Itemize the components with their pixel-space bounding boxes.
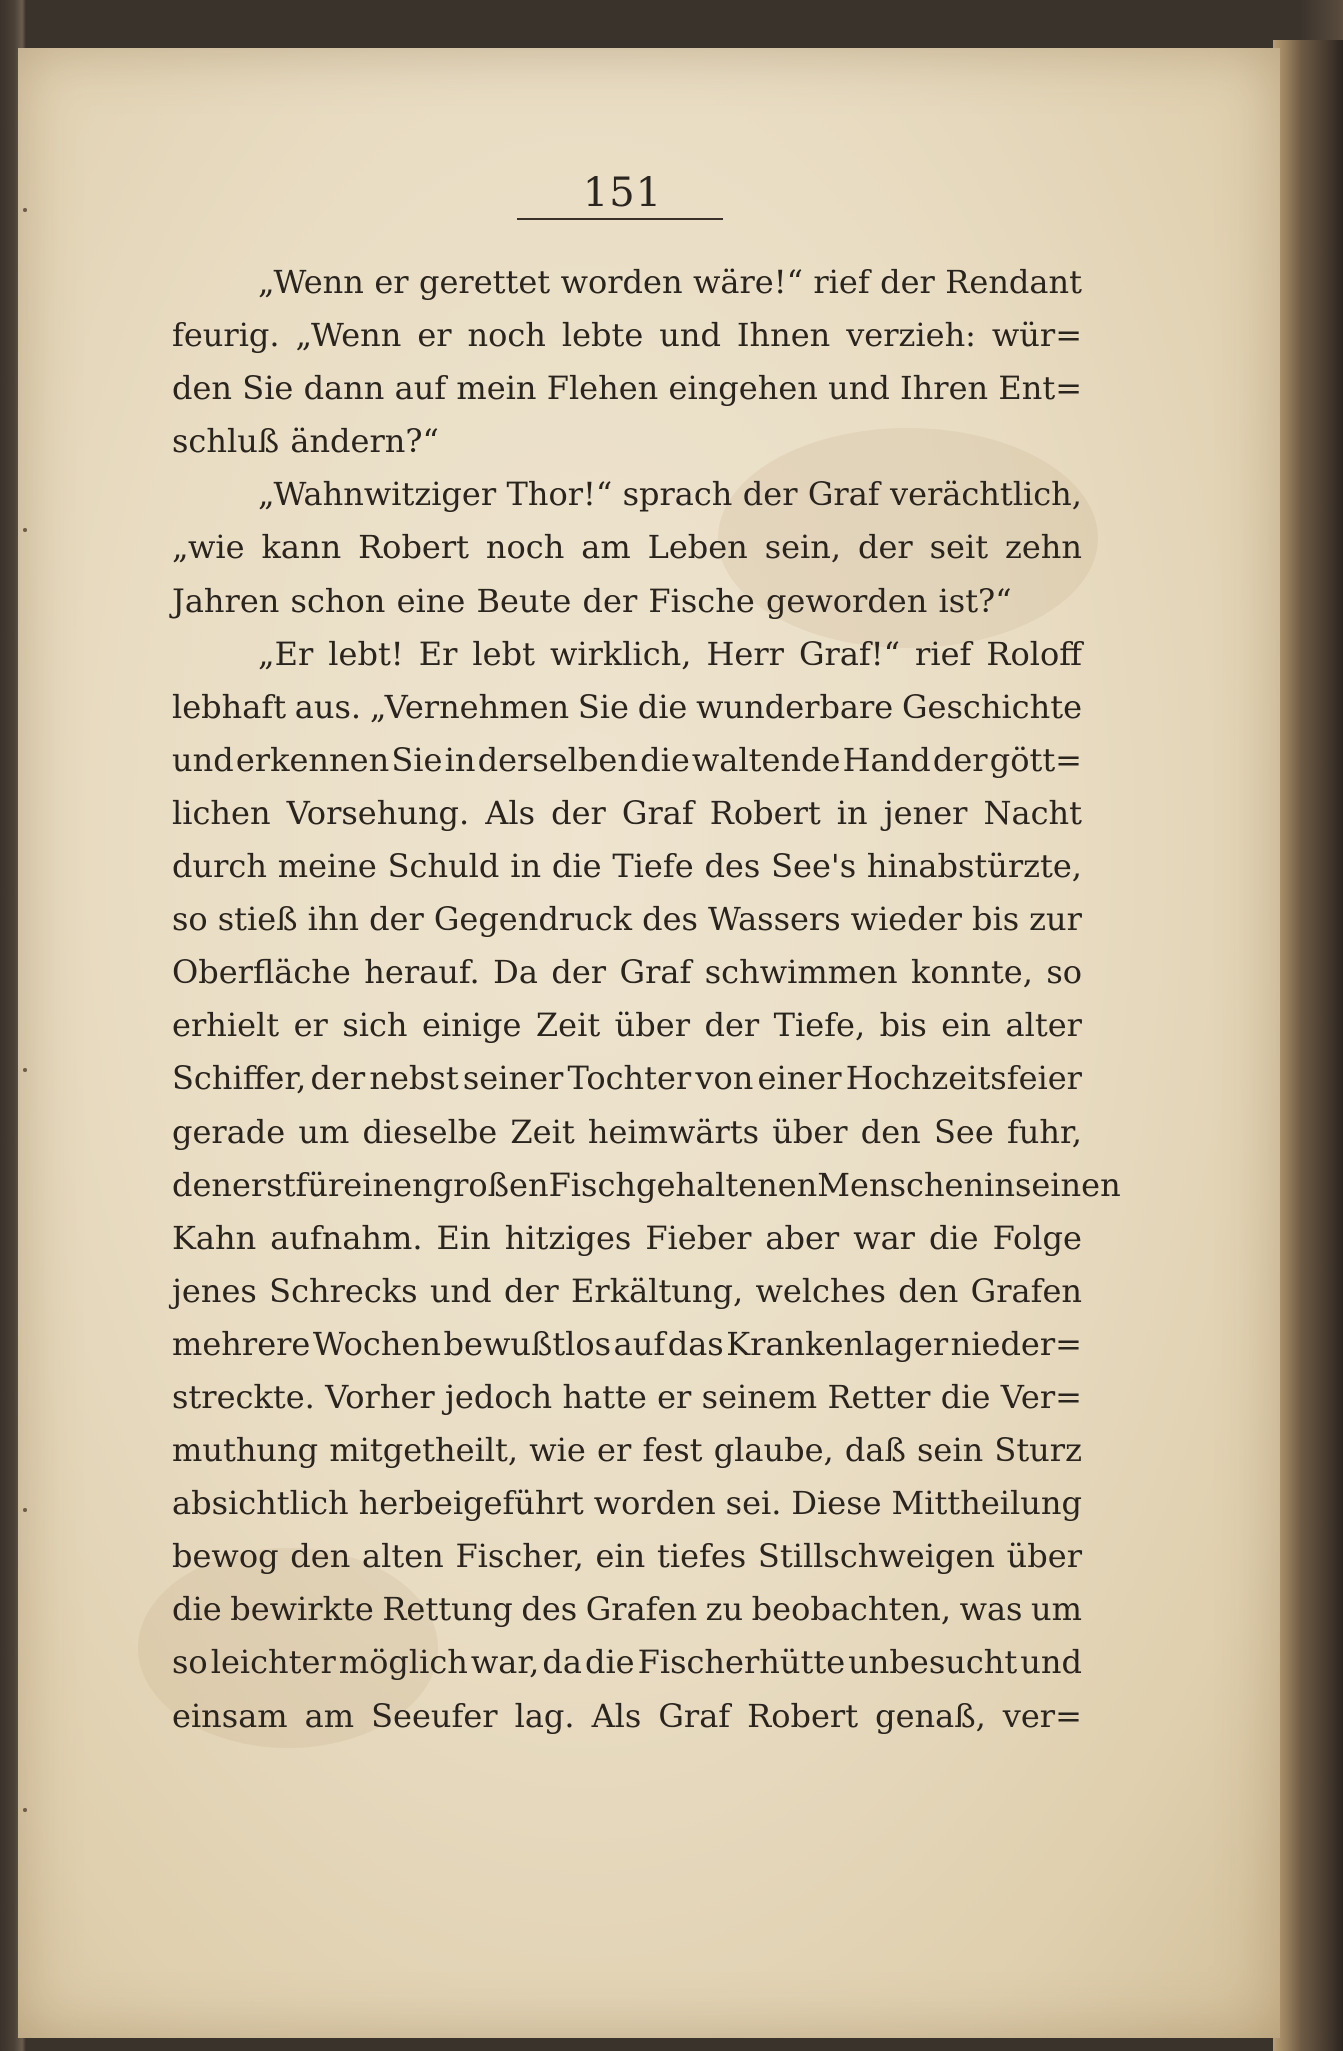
text-line: den Sie dann auf mein Flehen eingehen und Ihren Ent= (172, 369, 1082, 408)
binding-holes (20, 168, 30, 1968)
text-line: gerade um dieselbe Zeit heimwärts über den See fuhr, (172, 1112, 1082, 1151)
text-line: „wie kann Robert noch am Leben sein, der seit zehn (172, 528, 1082, 567)
text-line: und erkennen Sie in derselben die waltende Hand der gött= (172, 740, 1082, 779)
text-line: absichtlich herbeigeführt worden sei. Diese Mittheilung (172, 1484, 1082, 1523)
text-line: jenes Schrecks und der Erkältung, welches den Grafen (172, 1271, 1082, 1310)
text-line: erhielt er sich einige Zeit über der Tiefe, bis ein alter (172, 1006, 1082, 1045)
text-line: lichen Vorsehung. Als der Graf Robert in jener Nacht (172, 793, 1082, 832)
header-rule (517, 218, 723, 220)
text-line: feurig. „Wenn er noch lebte und Ihnen verzieh: wür= (172, 316, 1082, 355)
text-line: Schiffer, der nebst seiner Tochter von einer Hochzeitsfeier (172, 1059, 1082, 1098)
text-line: mehrere Wochen bewußtlos auf das Krankenlager nieder= (172, 1324, 1082, 1363)
text-line: schluß ändern?“ (172, 422, 439, 461)
text-line: so leichter möglich war, da die Fischerhütte unbesucht und (172, 1643, 1082, 1682)
body-text (172, 256, 1121, 1743)
text-line: bewog den alten Fischer, ein tiefes Stillschweigen über (172, 1537, 1082, 1576)
text-line: „Wenn er gerettet worden wäre!“ rief der Rendant (258, 263, 1082, 301)
text-line: einsam am Seeufer lag. Als Graf Robert genaß, ver= (172, 1696, 1082, 1735)
text-line: so stieß ihn der Gegendruck des Wassers wieder bis zur (172, 900, 1082, 939)
text-line: durch meine Schuld in die Tiefe des See's hinabstürzte, (172, 847, 1082, 886)
text-line: den erst für einen großen Fisch gehaltenen Menschen in seinen (172, 1165, 1121, 1204)
page-edge (1273, 40, 1343, 2051)
text-line: Jahren schon eine Beute der Fische geworden ist?“ (172, 581, 1012, 620)
page-number: 151 (582, 170, 663, 216)
text-line: muthung mitgetheilt, wie er fest glaube, daß sein Sturz (172, 1431, 1082, 1470)
text-line: „Wahnwitziger Thor!“ sprach der Graf verächtlich, (258, 475, 1082, 514)
text-line: die bewirkte Rettung des Grafen zu beobachten, was um (172, 1590, 1082, 1629)
text-line: Kahn aufnahm. Ein hitziges Fieber aber war die Folge (172, 1218, 1082, 1257)
text-line: lebhaft aus. „Vernehmen Sie die wunderbare Geschichte (172, 687, 1082, 726)
text-line: streckte. Vorher jedoch hatte er seinem Retter die Ver= (172, 1377, 1082, 1416)
text-line: „Er lebt! Er lebt wirklich, Herr Graf!“ rief Roloff (258, 634, 1082, 673)
text-line: Oberfläche herauf. Da der Graf schwimmen konnte, so (172, 953, 1082, 992)
